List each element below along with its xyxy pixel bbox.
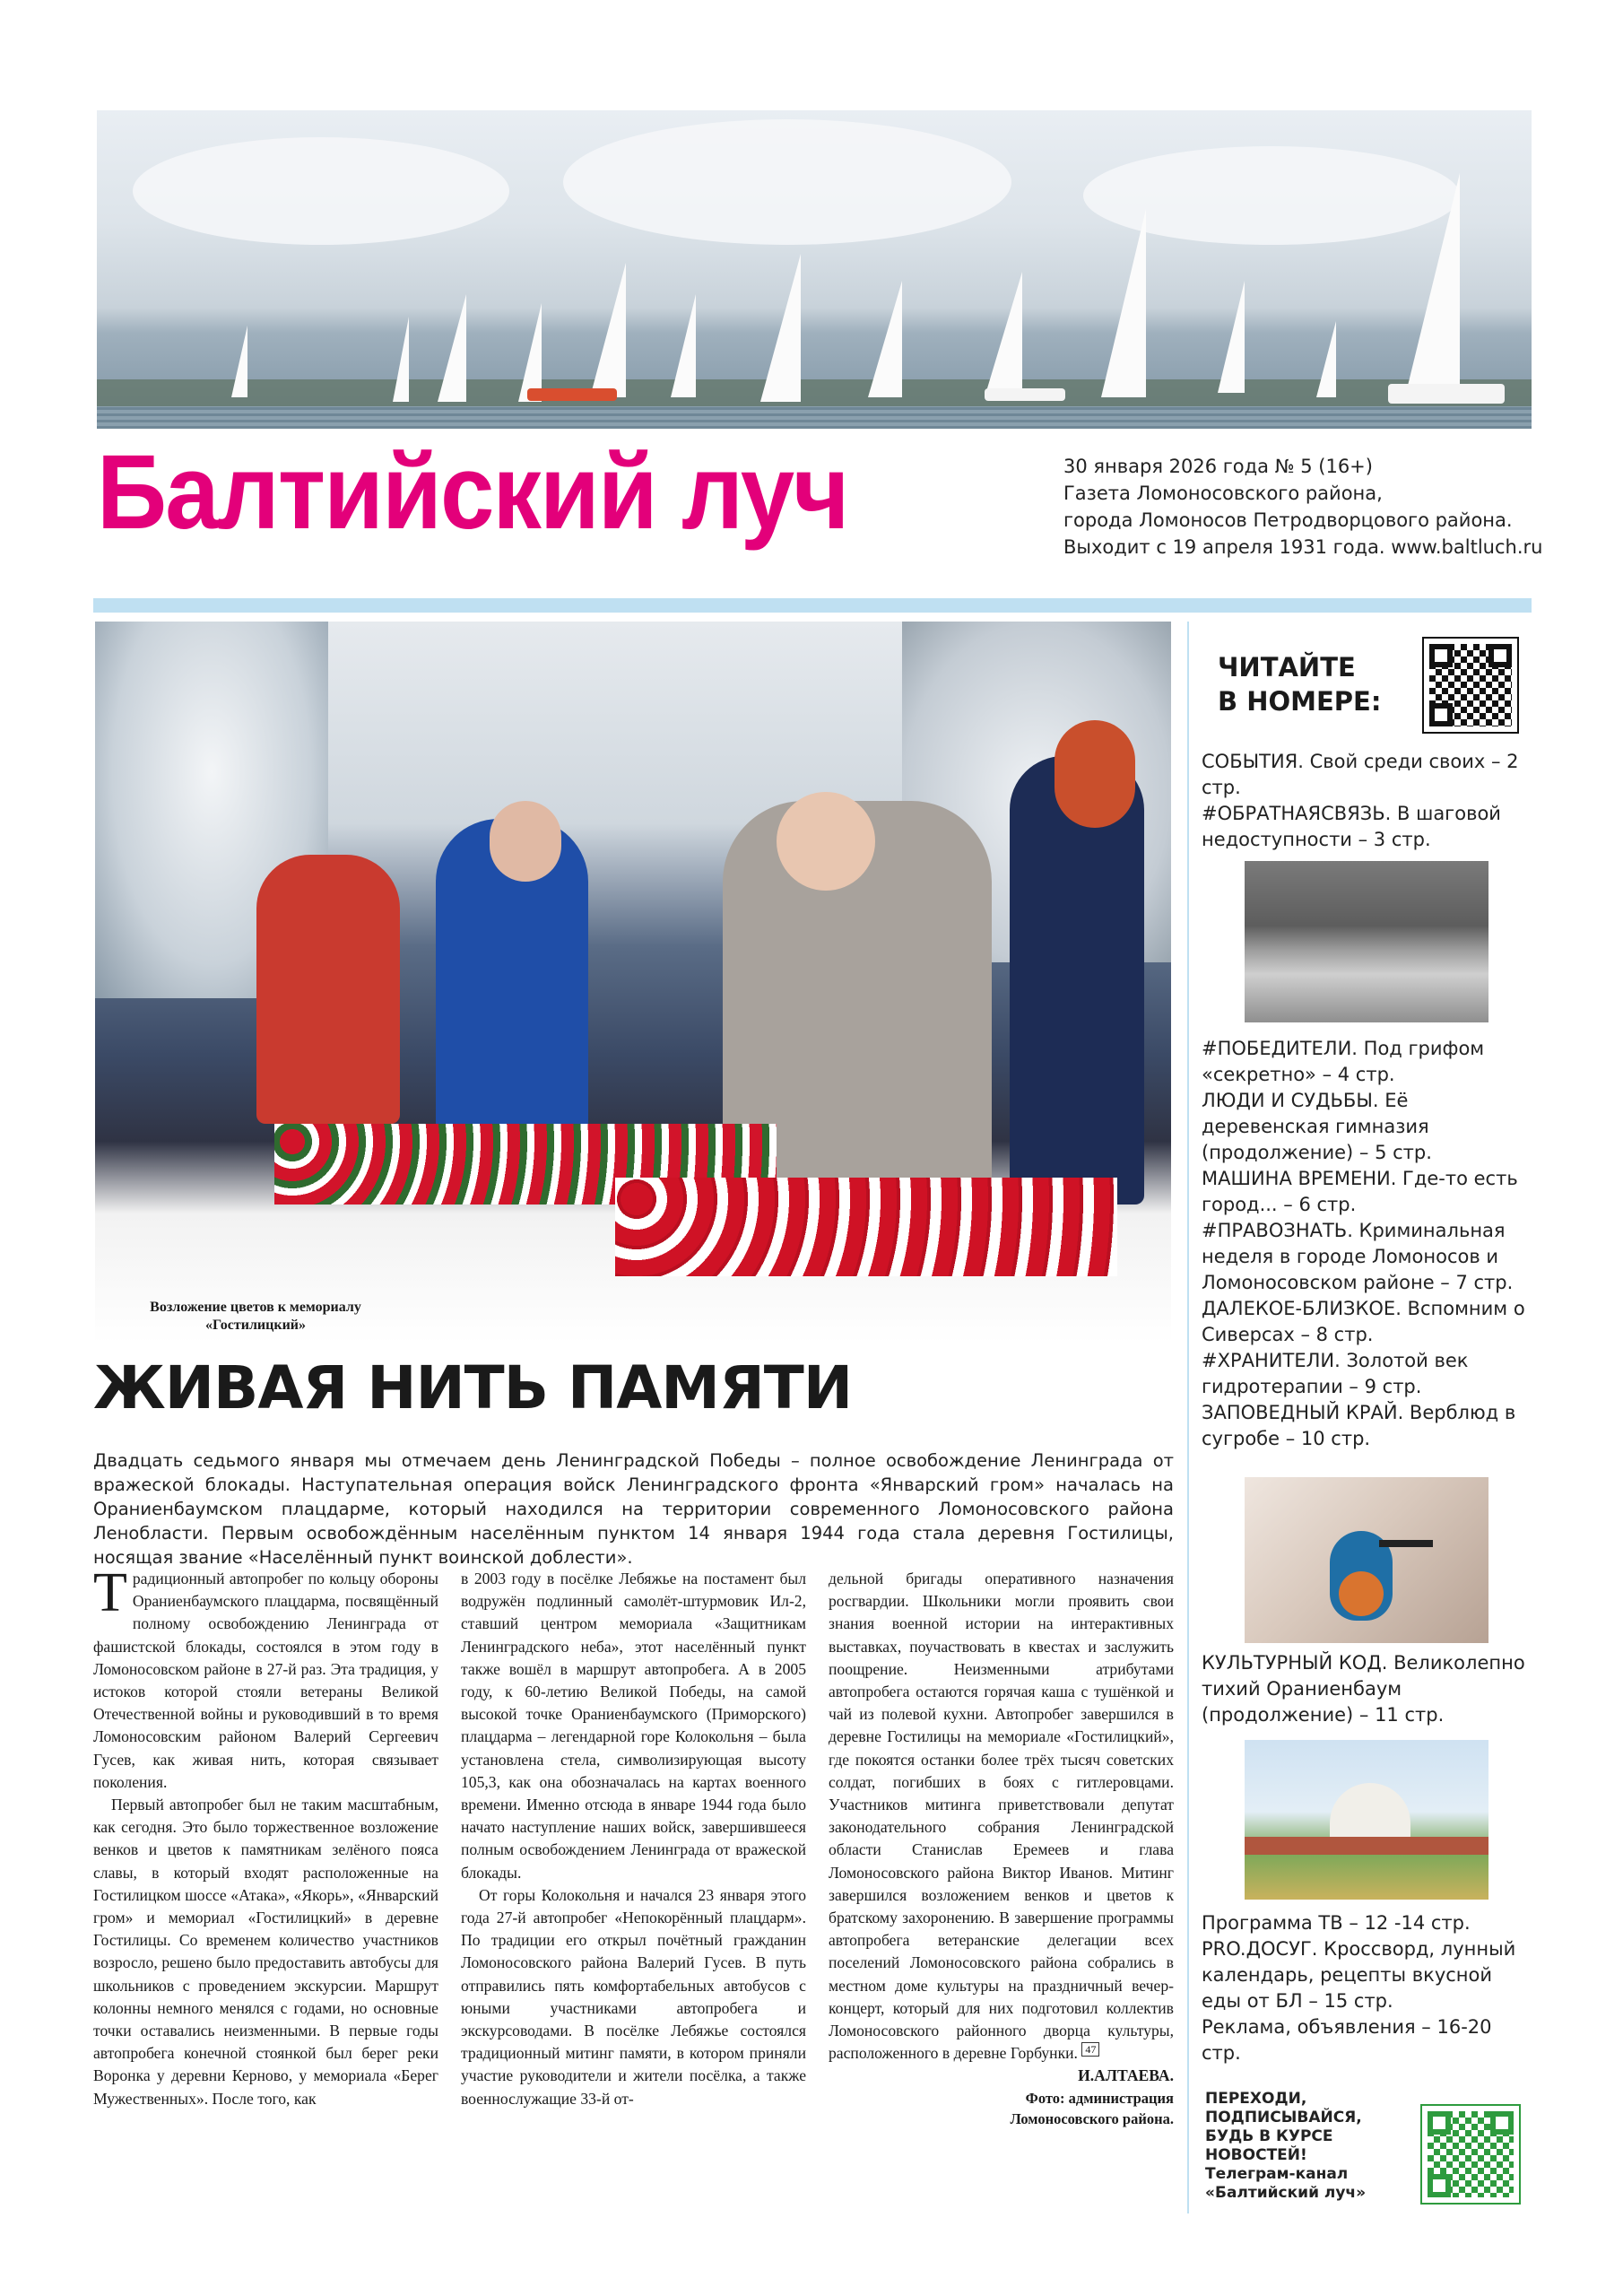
article-author: И.АЛТАЕВА.	[1078, 2066, 1174, 2085]
photo-credit: Фото: администрация Ломоносовского района.	[1010, 2089, 1174, 2127]
article-column-2: в 2003 году в посёлке Лебяжье на постамент был водружён подлинный самолёт-штурмовик Ил-2, ставший центром мемориала «Защитникам Ленинградского неба», этот населённый пункт также вошёл в маршрут автопробега. А в 2005 году, к 60-летию Великой Победы, на самой высокой точке Ораниенбаумского (Приморского) плацдарма – легендарной горе Колокольня – была установлена стела, символизирующая высоту 105,3, как она обозначалась на картах военного времени. Именно отсюда в январе 1944 года было начато наступление наших войск, завершившееся полным освобождением Ленинграда от вражеской блокады. От горы Колокольня и начался 23 января этого года 27-й автопробег «Непокорённый плацдарм». По традиции его открыл почётный гражданин Ломоносовского района Валерий Гусев. В путь отправились пять комфортабельных автобусов с юными участниками автопробега и экскурсоводами. В посёлке Лебяжье состоялся традиционный митинг памяти, в котором приняли участие руководители и жители посёлка, а также военнослужащие 33-й от-	[461, 1570, 806, 2108]
main-photo-memorial	[95, 622, 1171, 1344]
sidebar-heading: ЧИТАЙТЕ В НОМЕРЕ:	[1218, 652, 1382, 717]
contents-item[interactable]: СОБЫТИЯ. Свой среди своих – 2 стр.	[1202, 751, 1519, 798]
qr-code-icon[interactable]	[1424, 639, 1517, 732]
header-photo-regatta	[97, 110, 1532, 429]
issue-publisher-line: Газета Ломоносовского района,	[1063, 483, 1383, 504]
newspaper-title: Балтийский луч	[97, 433, 848, 552]
issue-since-line: Выходит с 19 апреля 1931 года. www.baltluch.ru	[1063, 536, 1543, 558]
header-divider	[93, 598, 1532, 613]
issue-region-line: города Ломоносов Петродворцового района.	[1063, 509, 1513, 531]
article-headline: ЖИВАЯ НИТЬ ПАМЯТИ	[93, 1353, 853, 1422]
thumbnail-street-photo	[1245, 861, 1488, 1022]
contents-item[interactable]: #ХРАНИТЕЛИ. Золотой век гидротерапии – 9 стр.	[1202, 1350, 1469, 1397]
contents-item[interactable]: Реклама, объявления – 16-20 стр.	[1202, 2016, 1492, 2064]
contents-list-bottom	[1202, 1910, 1535, 2066]
drop-cap: Т	[93, 1562, 127, 1623]
sidebar-divider	[1187, 622, 1189, 2213]
contents-item[interactable]: КУЛЬТУРНЫЙ КОД. Великолепно тихий Ораниенбаум (продолжение) – 11 стр.	[1202, 1652, 1525, 1726]
issue-info	[1063, 453, 1542, 561]
article-column-3: дельной бригады оперативного назначения росгвардии. Школьники могли проявить свои знания военной истории на интерактивных выставках, поучаствовать в квестах и заслужить поощрение. Неизменными атрибутами автопробега остаются горячая каша с тушёнкой и чай из полевой кухни. Автопробег завершился в деревне Гостилицы на мемориале «Гостилицкий», где покоятся останки более трёх тысяч советских солдат, погибших в боях с гитлеровцами. Участников митинга приветствовали депутат законодательного собрания Ленинградской области Станислав Еремеев и глава Ломоносовского района Виктор Иванов. Митинг завершился возложением венков и цветов к братскому захоронению. В завершение программы автопробега ветеранские делегации всех поселений Ломоносовского района собрались в местном доме культуры на праздничный вечер-концерт, который для них подготовил коллектив Ломоносовского районного дворца культуры, расположенного в деревне Горбунки. 47 И.АЛТАЕВА. Фото: администрация Ломоносовского района.	[829, 1570, 1174, 2127]
contents-list-culture	[1202, 1650, 1535, 1728]
contents-item[interactable]: #ПРАВОЗНАТЬ. Криминальная неделя в городе Ломоносов и Ломоносовском районе – 7 стр.	[1202, 1220, 1514, 1293]
article-lead: Двадцать седьмого января мы отмечаем день Ленинградской Победы – полное освобождение Ленинграда от вражеской блокады. Наступательная операция войск Ленинградского фронта «Январский гром» началась на Ораниенбаумском плацдарме, который находился на территории современного Ломоносовского района Ленобласти. Первым освобождённым населённым пунктом 14 января 1944 года стала деревня Гостилицы, носящая звание «Населённый пункт воинской доблести».	[93, 1450, 1174, 1568]
thumbnail-kingfisher-photo	[1245, 1477, 1488, 1643]
contents-item[interactable]: #ПОБЕДИТЕЛИ. Под грифом «секретно» – 4 стр.	[1202, 1038, 1485, 1085]
article-column-1: Традиционный автопробег по кольцу обороны Ораниенбаумского плацдарма, посвящённый полному освобождению Ленинграда от фашистской блокады, состоялся в этом году в Ломоносовском районе в 27-й раз. Эта традиция, у истоков которой стояли ветераны Великой Отечественной войны и руководивший в то время Ломоносовским районом Валерий Сергеевич Гусев, как живая нить, которая связывает поколения. Первый автопробег был не таким масштабным, как сегодня. Это было торжественное возложение венков и цветов к памятникам зелёного пояса славы, в который входят расположенные на Гостилицком шоссе «Атака», «Якорь», «Январский гром» и мемориал «Гостилицкий» в деревне Гостилицы. Со временем количество участников возросло, решено было предоставить автобусы для школьников с проведением экскурсии. Маршрут колонны немного менялся с годами, но основные точки оставались неизменными. В первые годы автопробега конечной стоянкой был берег реки Воронка у деревни Керново, у мемориала «Берег Мужественных». После того, как	[93, 1562, 438, 2108]
contents-list-middle	[1202, 1036, 1535, 1452]
contents-item[interactable]: ЗАПОВЕДНЫЙ КРАЙ. Верблюд в сугробе – 10 стр.	[1202, 1402, 1516, 1449]
contents-item[interactable]: #ОБРАТНАЯСВЯЗЬ. В шаговой недоступности – 3 стр.	[1202, 803, 1501, 850]
photo-caption: Возложение цветов к мемориалу «Гостилицкий»	[150, 1300, 361, 1333]
telegram-promo: ПЕРЕХОДИ, ПОДПИСЫВАЙСЯ, БУДЬ В КУРСЕ НОВОСТЕЙ! Телеграм-канал «Балтийский луч»	[1205, 2090, 1367, 2202]
thumbnail-oranienbaum-photo	[1245, 1740, 1488, 1900]
issue-date-number: 30 января 2026 года № 5 (16+)	[1063, 456, 1373, 477]
contents-item[interactable]: Программа ТВ – 12 -14 стр.	[1202, 1912, 1471, 1934]
contents-item[interactable]: МАШИНА ВРЕМЕНИ. Где-то есть город... – 6 стр.	[1202, 1168, 1518, 1215]
contents-list-top	[1202, 749, 1535, 853]
contents-item[interactable]: ДАЛЕКОЕ-БЛИЗКОЕ. Вспомним о Сиверсах – 8 стр.	[1202, 1298, 1525, 1345]
contents-item[interactable]: PRO.ДОСУГ. Кроссворд, лунный календарь, рецепты вкусной еды от БЛ – 15 стр.	[1202, 1938, 1516, 2012]
page-ref-badge: 47	[1081, 2042, 1099, 2057]
contents-item[interactable]: ЛЮДИ И СУДЬБЫ. Её деревенская гимназия (продолжение) – 5 стр.	[1202, 1090, 1432, 1163]
telegram-qr-icon[interactable]	[1422, 2106, 1519, 2203]
